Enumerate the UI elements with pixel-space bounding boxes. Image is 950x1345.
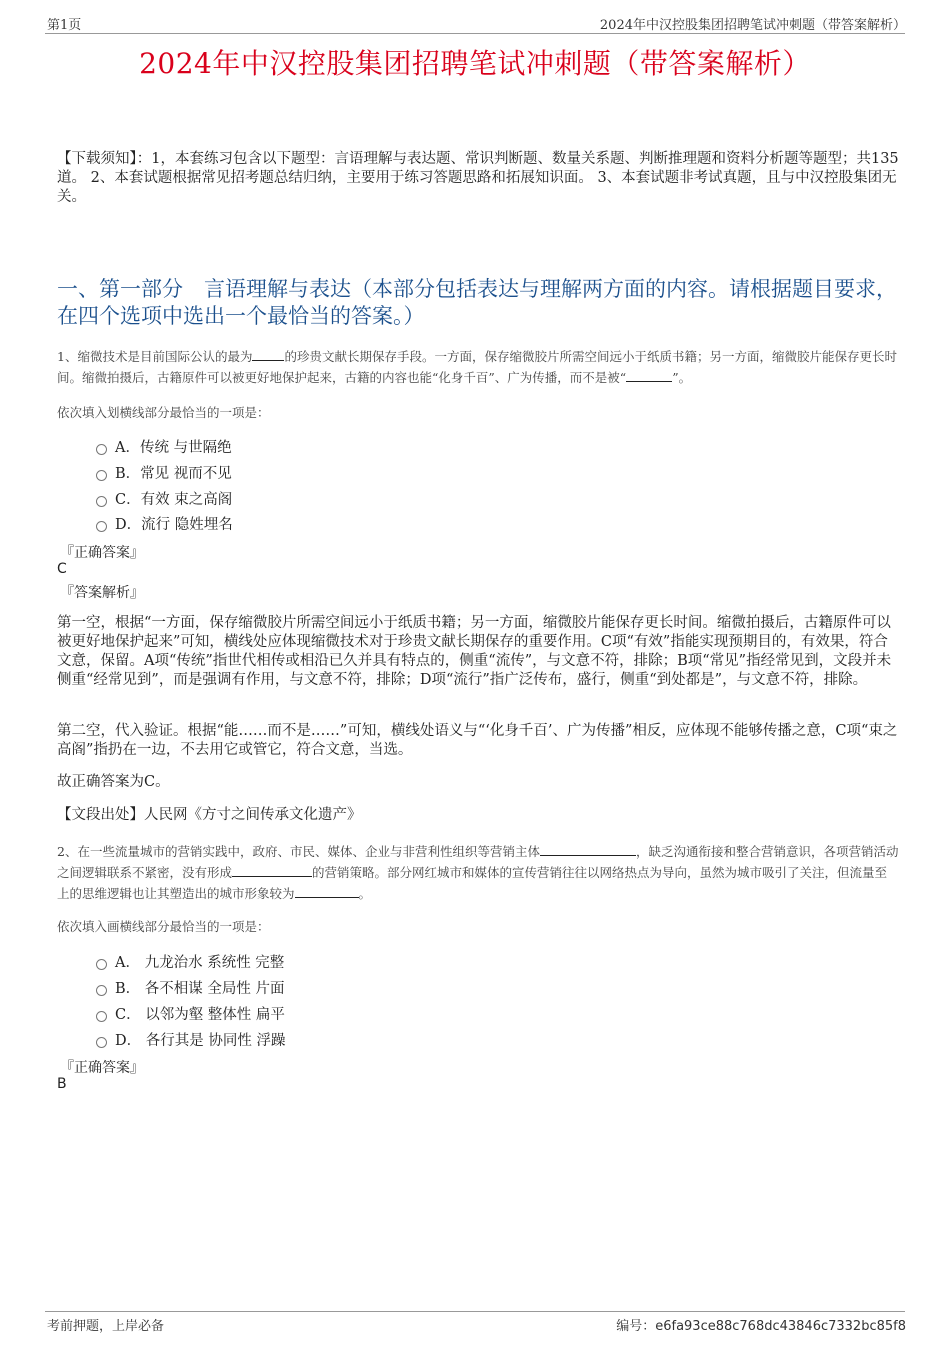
header-doc-title: 2024年中汉控股集团招聘笔试冲刺题（带答案解析） — [599, 18, 906, 33]
question-1-analysis-3: 故正确答案为C。 — [57, 774, 170, 790]
question-2-blank-1 — [540, 842, 636, 856]
download-notice: 【下载须知】：1，本套练习包含以下题型：言语理解与表达题、常识判断题、数量关系题、判断推理题和资料分析题等题型；共135道。 2、本套试题根据常见招考题总结归纳，主要用于练习答题思路和拓展知识面。 3、本套试题非考试真题，且与中汉控股集团无关。 — [57, 151, 899, 205]
radio-icon[interactable] — [96, 985, 107, 996]
option-label: D．流行 隐姓埋名 — [115, 517, 233, 533]
question-1-part-b: 的珍贵文献长期保存手段。一方面，保存缩微胶片所需空间远小于纸质书籍；另一方面，缩微胶片能保存更长时间。缩微拍摄后，古籍原件可以被更好地保护起来，古籍的内容也能“化身千百”、广为传播，而不是被“ — [57, 349, 897, 385]
radio-icon[interactable] — [96, 496, 107, 507]
question-1-answer: C — [57, 561, 67, 577]
option-label: A．传统 与世隔绝 — [115, 440, 232, 456]
radio-icon[interactable] — [96, 1037, 107, 1048]
question-1-part-a: 1、缩微技术是目前国际公认的最为 — [57, 349, 253, 364]
page-number: 第1页 — [47, 18, 82, 33]
footer-code-value: e6fa93ce88c768dc43846c7332bc85f8 — [655, 1319, 906, 1334]
question-1-prompt: 依次填入划横线部分最恰当的一项是： — [57, 405, 270, 420]
question-2-option-a[interactable] — [96, 951, 284, 972]
question-2-text — [57, 841, 899, 904]
footer-slogan: 考前押题，上岸必备 — [47, 1319, 165, 1334]
question-2-part-a: 2、在一些流量城市的营销实践中，政府、市民、媒体、企业与非营利性组织等营销主体 — [57, 844, 540, 859]
question-2-part-b: ，缺乏沟通衔接和整合营销意识，各项营销活动之间逻辑联系不紧密，没有形成 — [57, 844, 899, 880]
option-label: A． 九龙治水 系统性 完整 — [115, 955, 285, 971]
question-1-analysis-1: 第一空，根据“一方面，保存缩微胶片所需空间远小于纸质书籍；另一方面，缩微胶片能保存更长时间。缩微拍摄后，古籍原件可以被更好地保护起来”可知，横线处应体现缩微技术对于珍贵文献长期保存的重要作用。C项“有效”指能实现预期目的，有效果，符合文意，保留。A项“传统”指世代相传或相沿已久并具有特点的，侧重“流传”，与文意不符，排除；B项“常见”指经常见到，文段并未侧重“经常见到”，而是强调有作用，与文意不符，排除；D项“流行”指广泛传布，盛行，侧重“到处都是”，与文意不符，排除。 — [57, 615, 892, 688]
question-2-answer: B — [57, 1076, 67, 1092]
question-1-text — [57, 346, 899, 388]
question-2-blank-2 — [232, 863, 312, 877]
option-label: B．常见 视而不见 — [115, 466, 232, 482]
radio-icon[interactable] — [96, 521, 107, 532]
question-1-blank-2 — [626, 368, 672, 382]
question-1-analysis-2: 第二空，代入验证。根据“能……而不是……”可知，横线处语义与“‘化身千百’、广为传播”相反，应体现不能够传播之意，C项“束之高阁”指扔在一边，不去用它或管它，符合文意，当选。 — [57, 723, 898, 758]
question-2-part-d: 。 — [358, 886, 372, 901]
footer-divider — [45, 1311, 905, 1312]
question-2-option-d[interactable] — [96, 1029, 285, 1050]
question-2-blank-3 — [295, 884, 359, 898]
page-title: 2024年中汉控股集团招聘笔试冲刺题（带答案解析） — [139, 47, 811, 80]
question-1-option-b[interactable] — [96, 462, 232, 483]
radio-icon[interactable] — [96, 444, 107, 455]
question-1-option-c[interactable] — [96, 488, 232, 509]
radio-icon[interactable] — [96, 470, 107, 481]
option-label: C．有效 束之高阁 — [115, 492, 233, 508]
question-2-part-c: 的营销策略。部分网红城市和媒体的宣传营销往往以网络热点为导向，虽然为城市吸引了关注，但流量至上的思维逻辑也让其塑造出的城市形象较为 — [57, 865, 888, 901]
question-1-part-c: ”。 — [672, 370, 692, 385]
question-1-option-d[interactable] — [96, 513, 233, 534]
question-2-prompt: 依次填入画横线部分最恰当的一项是： — [57, 919, 270, 934]
question-1-answer-label: 『正确答案』 — [60, 545, 144, 561]
question-1-blank-1 — [252, 347, 284, 361]
question-2-answer-label: 『正确答案』 — [60, 1060, 144, 1076]
question-1-analysis-label: 『答案解析』 — [60, 585, 144, 601]
footer-code-label: 编号： — [616, 1319, 656, 1334]
radio-icon[interactable] — [96, 959, 107, 970]
radio-icon[interactable] — [96, 1011, 107, 1022]
section-heading: 一、第一部分 言语理解与表达（本部分包括表达与理解两方面的内容。请根据题目要求，在四个选项中选出一个最恰当的答案。） — [57, 277, 897, 328]
header-divider — [45, 33, 905, 34]
option-label: D． 各行其是 协同性 浮躁 — [115, 1033, 286, 1049]
footer-code — [616, 1315, 906, 1334]
question-1-source: 【文段出处】人民网《方寸之间传承文化遗产》 — [57, 807, 362, 823]
option-label: C． 以邻为壑 整体性 扁平 — [115, 1007, 285, 1023]
option-label: B． 各不相谋 全局性 片面 — [115, 981, 285, 997]
question-2-option-c[interactable] — [96, 1003, 285, 1024]
question-1-option-a[interactable] — [96, 436, 232, 457]
question-2-option-b[interactable] — [96, 977, 284, 998]
